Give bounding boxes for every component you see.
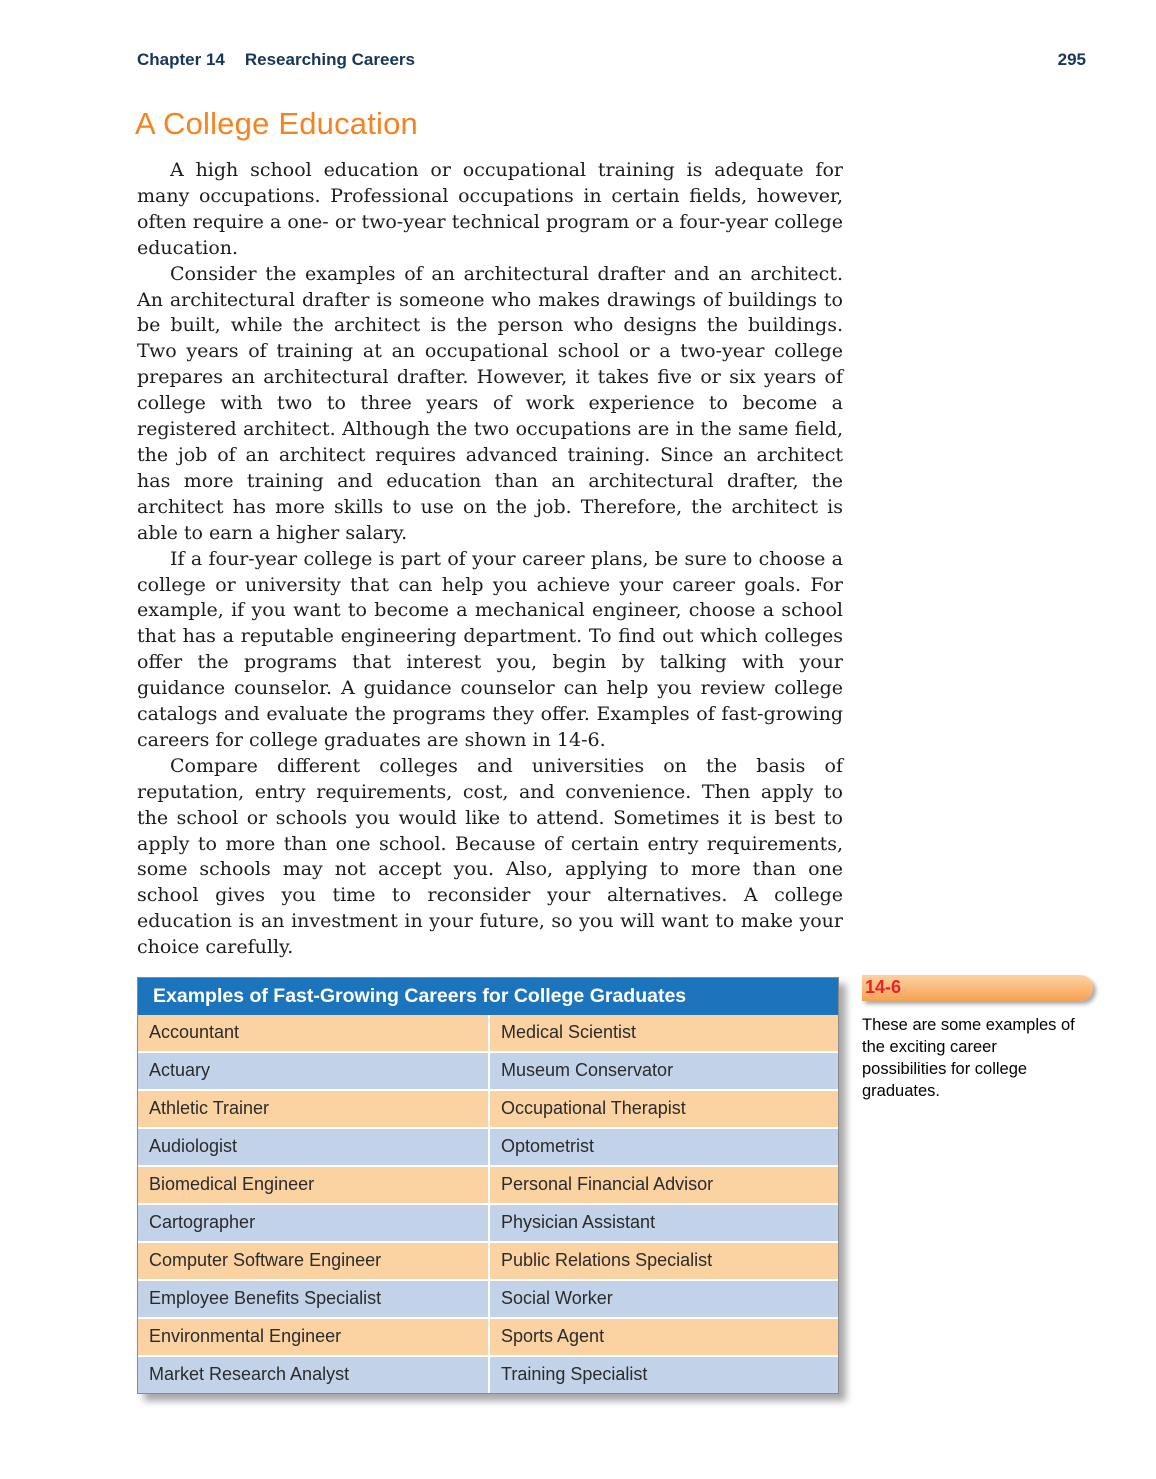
table-row: [138, 1279, 838, 1317]
table-cell: Cartographer: [149, 1212, 256, 1232]
paragraph: A high school education or occupational training is adequate for many occupations. Professional occupations in certain fields, however, often require a one- or two-year technical program or a four-year college education.: [137, 159, 843, 259]
table-row: [138, 1165, 838, 1203]
table-cell: Sports Agent: [488, 1319, 838, 1355]
page-number: 295: [1057, 50, 1086, 69]
table-row: [138, 1355, 838, 1393]
table-cell: Market Research Analyst: [149, 1364, 350, 1384]
table-row: [138, 1015, 838, 1051]
table-cell: Occupational Therapist: [488, 1091, 838, 1127]
table-cell: Personal Financial Advisor: [488, 1167, 838, 1203]
table-row: [138, 1051, 838, 1089]
table-row: [138, 1317, 838, 1355]
table-cell: Computer Software Engineer: [149, 1250, 382, 1270]
table-cell: Biomedical Engineer: [149, 1174, 315, 1194]
table-row: [138, 1127, 838, 1165]
table-row: [138, 1203, 838, 1241]
running-head: [137, 50, 1086, 70]
table-cell: Public Relations Specialist: [488, 1243, 838, 1279]
chapter-label: Chapter 14: [137, 50, 225, 69]
figure-caption: These are some examples of the exciting career possibilities for college graduates.: [862, 1016, 1075, 1100]
paragraph: Compare different colleges and universities on the basis of reputation, entry requirements, cost, and convenience. Then apply to the school or schools you would like to attend. Sometimes it is best to apply to more than one school. Because of certain entry requirements, some schools may not accept you. Also, applying to more than one school gives you time to reconsider your alternatives. A college education is an investment in your future, so you will want to make your choice carefully.: [137, 754, 843, 959]
table-cell: Accountant: [149, 1022, 240, 1042]
chapter-title: Researching Careers: [244, 50, 415, 69]
table-cell: Social Worker: [488, 1281, 838, 1317]
figure-number: 14-6: [865, 977, 902, 997]
table-cell: Athletic Trainer: [149, 1098, 270, 1118]
table-cell: Optometrist: [488, 1129, 838, 1165]
table-cell: Medical Scientist: [488, 1015, 838, 1051]
table-cell: Physician Assistant: [488, 1205, 838, 1241]
table-row: [138, 1241, 838, 1279]
table-cell: Museum Conservator: [488, 1053, 838, 1089]
table-title: Examples of Fast-Growing Careers for College Graduates: [138, 978, 838, 1015]
figure-sidebar: [862, 975, 1095, 1102]
figure-label-bar: [862, 975, 1093, 1001]
section-heading: A College Education: [135, 106, 418, 141]
careers-table: [137, 977, 839, 1394]
body-text: [137, 158, 843, 961]
table-cell: Environmental Engineer: [149, 1326, 342, 1346]
paragraph: Consider the examples of an architectural drafter and an architect. An architectural drafter is someone who makes drawings of buildings to be built, while the architect is the person who designs the buildings. Two years of training at an occupational school or a two-year college prepares an architectural drafter. However, it takes five or six years of college with two to three years of work experience to become a registered architect. Although the two occupations are in the same field, the job of an architect requires advanced training. Since an architect has more training and education than an architectural drafter, the architect has more skills to use on the job. Therefore, the architect is able to earn a higher salary.: [137, 262, 843, 544]
table-row: [138, 1089, 838, 1127]
paragraph: If a four-year college is part of your career plans, be sure to choose a college or university that can help you achieve your career goals. For example, if you want to become a mechanical engineer, choose a school that has a reputable engineering department. To find out which colleges offer the programs that interest you, begin by talking with your guidance counselor. A guidance counselor can help you review college catalogs and evaluate the programs they offer. Examples of fast-growing careers for college graduates are shown in 14-6.: [137, 547, 843, 751]
table-cell: Audiologist: [149, 1136, 238, 1156]
table-cell: Training Specialist: [488, 1357, 838, 1393]
table-cell: Actuary: [149, 1060, 211, 1080]
table-cell: Employee Benefits Specialist: [149, 1288, 382, 1308]
running-head-left: [137, 50, 415, 70]
